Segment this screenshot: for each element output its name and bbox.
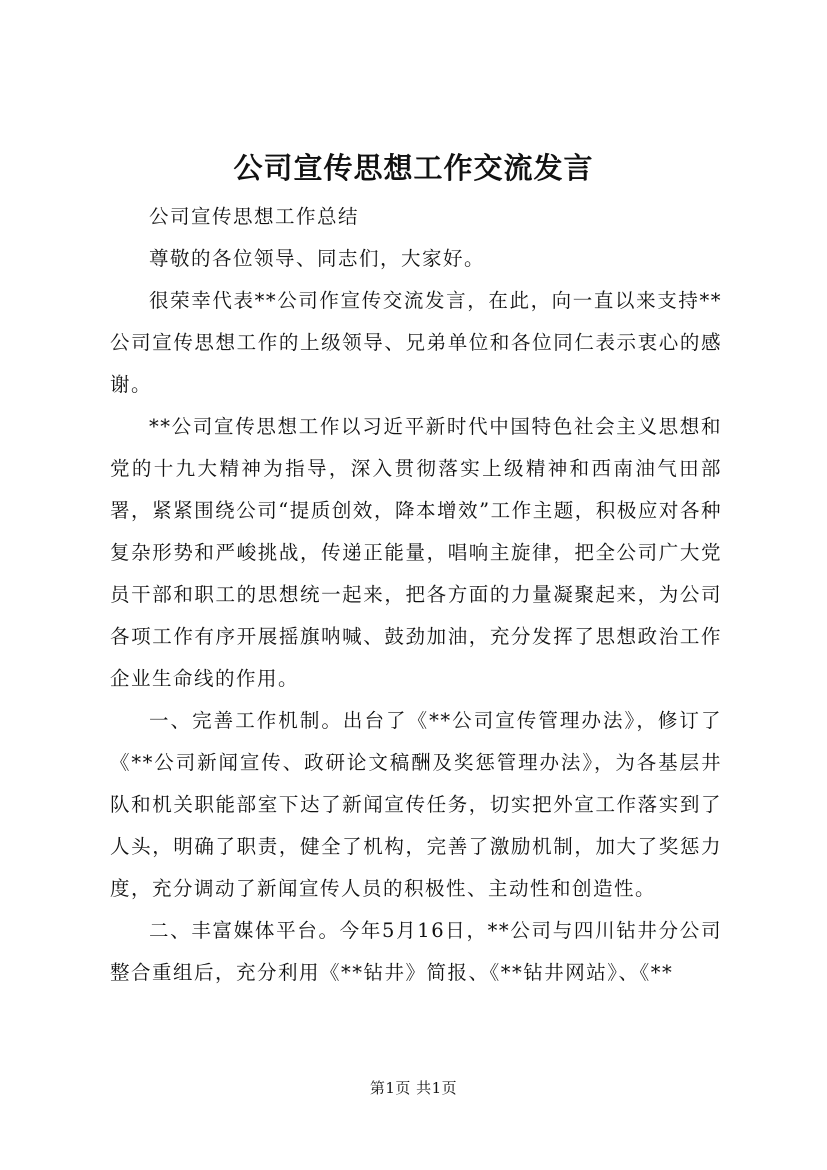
page-footer: 第1页 共1页: [369, 1079, 458, 1097]
document-body: [110, 196, 722, 994]
paragraph-subtitle: 公司宣传思想工作总结: [149, 205, 360, 228]
paragraph-mechanism: 一、完善工作机制。出台了《**公司宣传管理办法》，修订了《**公司新闻宣传、政研论文稿酬及奖惩管理办法》，为各基层井队和机关职能部室下达了新闻宣传任务，切实把外宣工作落实到了人头，明确了职责，健全了机构，完善了激励机制，加大了奖惩力度，充分调动了新闻宣传人员的积极性、主动性和创造性。: [110, 709, 722, 900]
document-title: 公司宣传思想工作交流发言: [233, 151, 594, 185]
paragraph-media: 二、丰富媒体平台。今年5月16日，**公司与四川钻井分公司整合重组后，充分利用《**钻井》简报、《**钻井网站》、《**: [110, 919, 722, 984]
paragraph-greeting: 尊敬的各位领导、同志们，大家好。: [149, 247, 486, 270]
paragraph-thanks: 很荣幸代表**公司作宣传交流发言，在此，向一直以来支持**公司宣传思想工作的上级领导、兄弟单位和各位同仁表示衷心的感谢。: [110, 289, 722, 396]
paragraph-overview: **公司宣传思想工作以习近平新时代中国特色社会主义思想和党的十九大精神为指导，深入贯彻落实上级精神和西南油气田部署，紧紧围绕公司“提质创效，降本增效”工作主题，积极应对各种复杂形势和严峻挑战，传递正能量，唱响主旋律，把全公司广大党员干部和职工的思想统一起来，把各方面的力量凝聚起来，为公司各项工作有序开展摇旗呐喊、鼓劲加油，充分发挥了思想政治工作企业生命线的作用。: [110, 415, 722, 690]
